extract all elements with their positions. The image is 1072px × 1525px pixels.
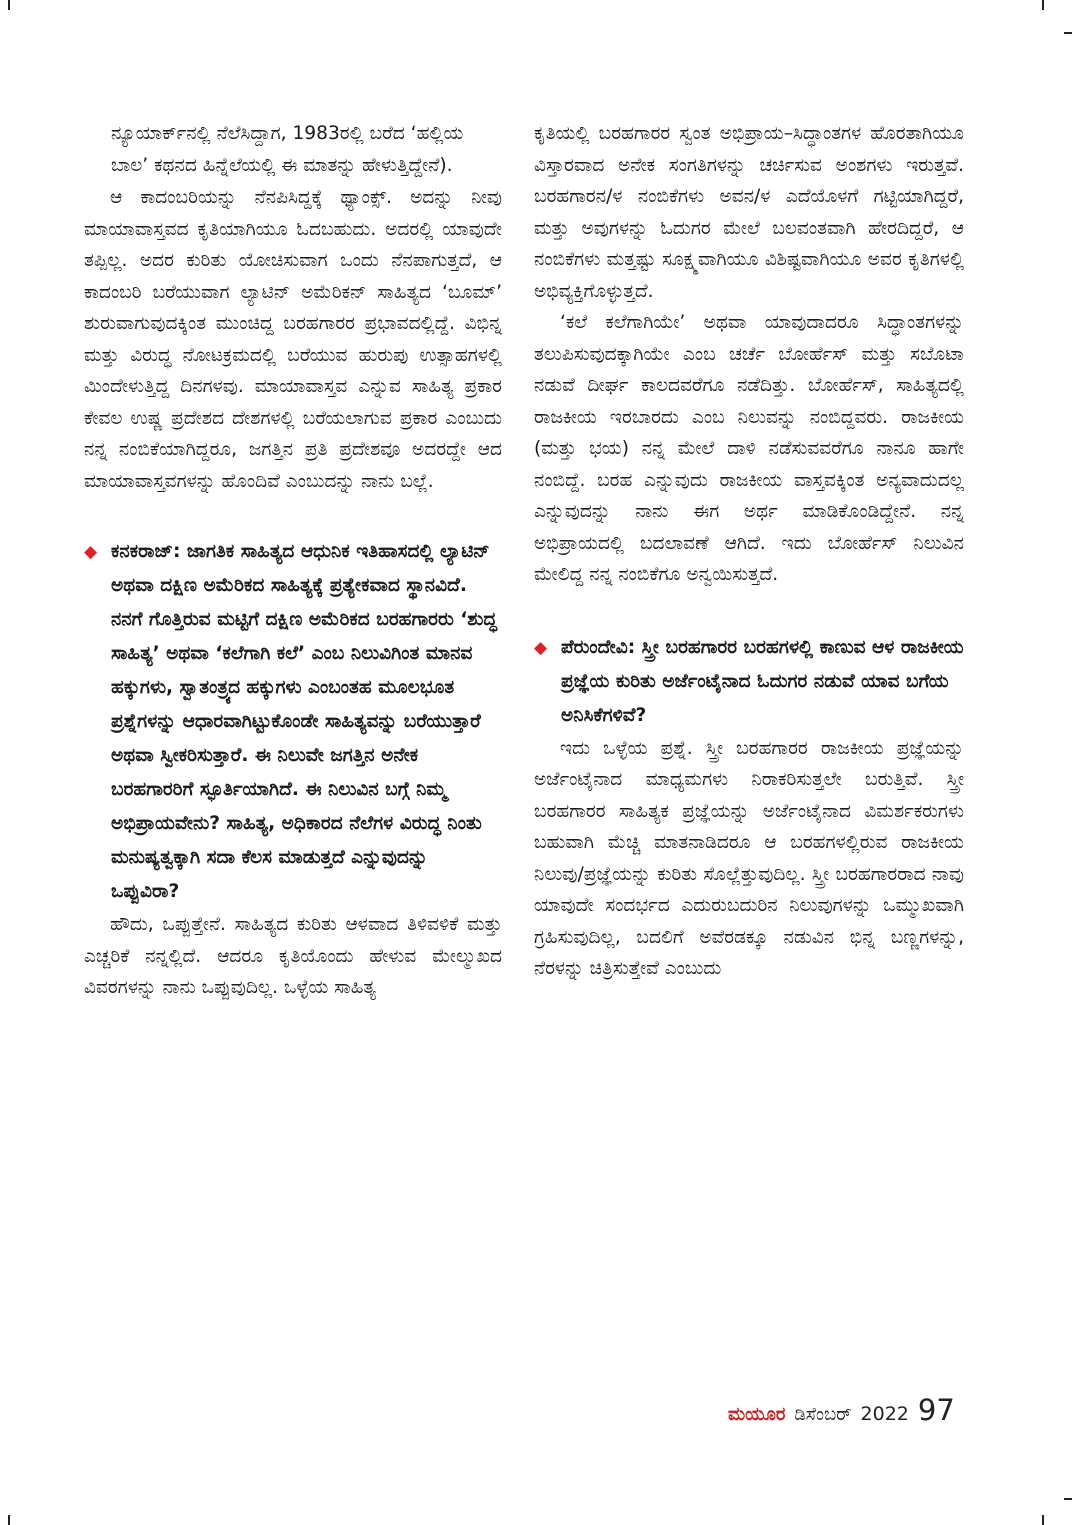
answer-paragraph: ‘ಕಲೆ ಕಲೆಗಾಗಿಯೇ’ ಅಥವಾ ಯಾವುದಾದರೂ ಸಿದ್ಧಾಂತಗಳನ್ನು ತಲುಪಿಸುವುದಕ್ಕಾಗಿಯೇ ಎಂಬ ಚರ್ಚೆ ಬೋರ್ಹೆಸ್ ಮತ್ತು ಸಬೊಟಾ ನಡುವೆ ದೀರ್ಘ ಕಾಲದವರೆಗೂ ನಡೆದಿತ್ತು. ಬೋರ್ಹೆಸ್, ಸಾಹಿತ್ಯದಲ್ಲಿ ರಾಜಕೀಯ ಇರಬಾರದು ಎಂಬ ನಿಲುವನ್ನು ನಂಬಿದ್ದವರು. ರಾಜಕೀಯ (ಮತ್ತು ಭಯ) ನನ್ನ ಮೇಲೆ ದಾಳಿ ನಡೆಸುವವರೆಗೂ ನಾನೂ ಹಾಗೇ ನಂಬಿದ್ದೆ. ಬರಹ ಎನ್ನುವುದು ರಾಜಕೀಯ ವಾಸ್ತವಕ್ಕಿಂತ ಅನ್ಯವಾದುದಲ್ಲ ಎನ್ನುವುದನ್ನು ನಾನು ಈಗ ಅರ್ಥ ಮಾಡಿಕೊಂಡಿದ್ದೇನೆ. ನನ್ನ ಅಭಿಪ್ರಾಯದಲ್ಲಿ ಬದಲಾವಣೆ ಆಗಿದೆ. ಇದು ಬೋರ್ಹೆಸ್ ನಿಲುವಿನ ಮೇಲಿದ್ದ ನನ್ನ ನಂಬಿಕೆಗೂ ಅನ್ವಯಿಸುತ್ತದೆ.: [534, 312, 964, 585]
intro-paragraph: ನ್ಯೂಯಾರ್ಕ್‌ನಲ್ಲಿ ನೆಲೆಸಿದ್ದಾಗ, 1983ರಲ್ಲಿ ಬರೆದ ‘ಹಲ್ಲಿಯ ಬಾಲ’ ಕಥನದ ಹಿನ್ನೆಲೆಯಲ್ಲಿ ಈ ಮಾತನ್ನು ಹೇಳುತ್ತಿದ್ದೇನೆ).: [111, 123, 464, 176]
crop-mark-top-left: [8, 0, 10, 10]
crop-mark-bottom-right: [1042, 1515, 1044, 1525]
diamond-bullet-icon: ◆: [84, 542, 98, 562]
page-footer: [728, 1393, 955, 1433]
question-text: ಪೆರುಂದೇವಿ: ಸ್ತ್ರೀ ಬರಹಗಾರರ ಬರಹಗಳಲ್ಲಿ ಕಾಣುವ ಆಳ ರಾಜಕೀಯ ಪ್ರಜ್ಞೆಯ ಕುರಿತು ಅರ್ಜೆಂಟೈನಾದ ಓದುಗರ ನಡುವೆ ಯಾವ ಬಗೆಯ ಅನಿಸಿಕೆಗಳಿವೆ?: [561, 636, 964, 726]
question-text: ಕನಕರಾಜ್: ಜಾಗತಿಕ ಸಾಹಿತ್ಯದ ಆಧುನಿಕ ಇತಿಹಾಸದಲ್ಲಿ ಲ್ಯಾಟಿನ್ ಅಥವಾ ದಕ್ಷಿಣ ಅಮೆರಿಕದ ಸಾಹಿತ್ಯಕ್ಕೆ ಪ್ರತ್ಯೇಕವಾದ ಸ್ಥಾನವಿದೆ. ನನಗೆ ಗೊತ್ತಿರುವ ಮಟ್ಟಿಗೆ ದಕ್ಷಿಣ ಅಮೆರಿಕದ ಬರಹಗಾರರು ‘ಶುದ್ಧ ಸಾಹಿತ್ಯ’ ಅಥವಾ ‘ಕಲೆಗಾಗಿ ಕಲೆ’ ಎಂಬ ನಿಲುವಿಗಿಂತ ಮಾನವ ಹಕ್ಕುಗಳು, ಸ್ವಾತಂತ್ರ್ಯದ ಹಕ್ಕುಗಳು ಎಂಬಂತಹ ಮೂಲಭೂತ ಪ್ರಶ್ನೆಗಳನ್ನು ಆಧಾರವಾಗಿಟ್ಟುಕೊಂಡೇ ಸಾಹಿತ್ಯವನ್ನು ಬರೆಯುತ್ತಾರೆ ಅಥವಾ ಸ್ವೀಕರಿಸುತ್ತಾರೆ. ಈ ನಿಲುವೇ ಜಗತ್ತಿನ ಅನೇಕ ಬರಹಗಾರರಿಗೆ ಸ್ಫೂರ್ತಿಯಾಗಿದೆ. ಈ ನಿಲುವಿನ ಬಗ್ಗೆ ನಿಮ್ಮ ಅಭಿಪ್ರಾಯವೇನು? ಸಾಹಿತ್ಯ, ಅಧಿಕಾರದ ನೆಲೆಗಳ ವಿರುದ್ಧ ನಿಂತು ಮನುಷ್ಯತ್ವಕ್ಕಾಗಿ ಸದಾ ಕೆಲಸ ಮಾಡುತ್ತದೆ ಎನ್ನುವುದನ್ನು ಒಪ್ಪುವಿರಾ?: [111, 541, 497, 902]
right-column: [534, 118, 964, 985]
left-column: [84, 118, 502, 1004]
question-block: [84, 535, 502, 909]
issue-month: ಡಿಸೆಂಬರ್: [794, 1404, 852, 1425]
question-block: [534, 631, 964, 733]
issue-year: 2022: [860, 1403, 909, 1425]
answer-paragraph: ಆ ಕಾದಂಬರಿಯನ್ನು ನೆನಪಿಸಿದ್ದಕ್ಕೆ ಥ್ಯಾಂಕ್ಸ್. ಅದನ್ನು ನೀವು ಮಾಯಾವಾಸ್ತವದ ಕೃತಿಯಾಗಿಯೂ ಓದಬಹುದು. ಅದರಲ್ಲಿ ಯಾವುದೇ ತಪ್ಪಿಲ್ಲ. ಅದರ ಕುರಿತು ಯೋಚಿಸುವಾಗ ಒಂದು ನೆನಪಾಗುತ್ತದೆ, ಆ ಕಾದಂಬರಿ ಬರೆಯುವಾಗ ಲ್ಯಾಟಿನ್ ಅಮೆರಿಕನ್ ಸಾಹಿತ್ಯದ ‘ಬೂಮ್’ ಶುರುವಾಗುವುದಕ್ಕಿಂತ ಮುಂಚಿದ್ದ ಬರಹಗಾರರ ಪ್ರಭಾವದಲ್ಲಿದ್ದೆ. ವಿಭಿನ್ನ ಮತ್ತು ವಿರುದ್ಧ ನೋಟಕ್ರಮದಲ್ಲಿ ಬರೆಯುವ ಹುರುಪು ಉತ್ಸಾಹಗಳಲ್ಲಿ ಮಿಂದೇಳುತ್ತಿದ್ದ ದಿನಗಳವು. ಮಾಯಾವಾಸ್ತವ ಎನ್ನುವ ಸಾಹಿತ್ಯ ಪ್ರಕಾರ ಕೇವಲ ಉಷ್ಣ ಪ್ರದೇಶದ ದೇಶಗಳಲ್ಲಿ ಬರೆಯಲಾಗುವ ಪ್ರಕಾರ ಎಂಬುದು ನನ್ನ ನಂಬಿಕೆಯಾಗಿದ್ದರೂ, ಜಗತ್ತಿನ ಪ್ರತಿ ಪ್ರದೇಶವೂ ಅದರದ್ದೇ ಆದ ಮಾಯಾವಾಸ್ತವಗಳನ್ನು ಹೊಂದಿವೆ ಎಂಬುದನ್ನು ನಾನು ಬಲ್ಲೆ.: [84, 187, 502, 492]
crop-mark-top-right: [1042, 0, 1044, 10]
answer-paragraph: ಕೃತಿಯಲ್ಲಿ ಬರಹಗಾರರ ಸ್ವಂತ ಅಭಿಪ್ರಾಯ–ಸಿದ್ಧಾಂತಗಳ ಹೊರತಾಗಿಯೂ ವಿಸ್ತಾರವಾದ ಅನೇಕ ಸಂಗತಿಗಳನ್ನು ಚರ್ಚಿಸುವ ಅಂಶಗಳು ಇರುತ್ತವೆ. ಬರಹಗಾರನ/ಳ ನಂಬಿಕೆಗಳು ಅವನ/ಳ ಎದೆಯೊಳಗೆ ಗಟ್ಟಿಯಾಗಿದ್ದರೆ, ಮತ್ತು ಅವುಗಳನ್ನು ಓದುಗರ ಮೇಲೆ ಬಲವಂತವಾಗಿ ಹೇರದಿದ್ದರೆ, ಆ ನಂಬಿಕೆಗಳು ಮತ್ತಷ್ಟು ಸೂಕ್ಷ್ಮವಾಗಿಯೂ ವಿಶಿಷ್ಟವಾಗಿಯೂ ಅವರ ಕೃತಿಗಳಲ್ಲಿ ಅಭಿವ್ಯಕ್ತಿಗೊಳ್ಳುತ್ತದೆ.: [534, 123, 964, 302]
magazine-logo: ಮಯೂರ: [728, 1404, 786, 1425]
diamond-bullet-icon: ◆: [534, 637, 548, 658]
answer-paragraph: ಇದು ಒಳ್ಳೆಯ ಪ್ರಶ್ನೆ. ಸ್ತ್ರೀ ಬರಹಗಾರರ ರಾಜಕೀಯ ಪ್ರಜ್ಞೆಯನ್ನು ಅರ್ಜೆಂಟೈನಾದ ಮಾಧ್ಯಮಗಳು ನಿರಾಕರಿಸುತ್ತಲೇ ಬರುತ್ತಿವೆ. ಸ್ತ್ರೀ ಬರಹಗಾರರ ಸಾಹಿತ್ಯಕ ಪ್ರಜ್ಞೆಯನ್ನು ಅರ್ಜೆಂಟೈನಾದ ವಿಮರ್ಶಕರುಗಳು ಬಹುವಾಗಿ ಮೆಚ್ಚಿ ಮಾತನಾಡಿದರೂ ಆ ಬರಹಗಳಲ್ಲಿರುವ ರಾಜಕೀಯ ನಿಲುವು/ಪ್ರಜ್ಞೆಯನ್ನು ಕುರಿತು ಸೊಲ್ಲೆತ್ತುವುದಿಲ್ಲ. ಸ್ತ್ರೀ ಬರಹಗಾರರಾದ ನಾವು ಯಾವುದೇ ಸಂದರ್ಭದ ಎದುರುಬದುರಿನ ನಿಲುವುಗಳನ್ನು ಒಮ್ಮುಖವಾಗಿ ಗ್ರಹಿಸುವುದಿಲ್ಲ, ಬದಲಿಗೆ ಅವೆರಡಕ್ಕೂ ನಡುವಿನ ಭಿನ್ನ ಬಣ್ಣಗಳನ್ನು, ನೆರಳನ್ನು ಚಿತ್ರಿಸುತ್ತೇವೆ ಎಂಬುದು: [534, 737, 964, 979]
crop-mark-bottom-left: [8, 1515, 10, 1525]
answer-paragraph: ಹೌದು, ಒಪ್ಪುತ್ತೇನೆ. ಸಾಹಿತ್ಯದ ಕುರಿತು ಆಳವಾದ ತಿಳಿವಳಿಕೆ ಮತ್ತು ಎಚ್ಚರಿಕೆ ನನ್ನಲ್ಲಿದೆ. ಆದರೂ ಕೃತಿಯೊಂದು ಹೇಳುವ ಮೇಲ್ಮುಖದ ವಿವರಗಳನ್ನು ನಾನು ಒಪ್ಪುವುದಿಲ್ಲ. ಒಳ್ಳೆಯ ಸಾಹಿತ್ಯ: [84, 914, 502, 998]
crop-mark-right-lower: [1064, 1498, 1072, 1500]
page-number: 97: [917, 1393, 955, 1427]
crop-mark-right-upper: [1064, 32, 1072, 34]
